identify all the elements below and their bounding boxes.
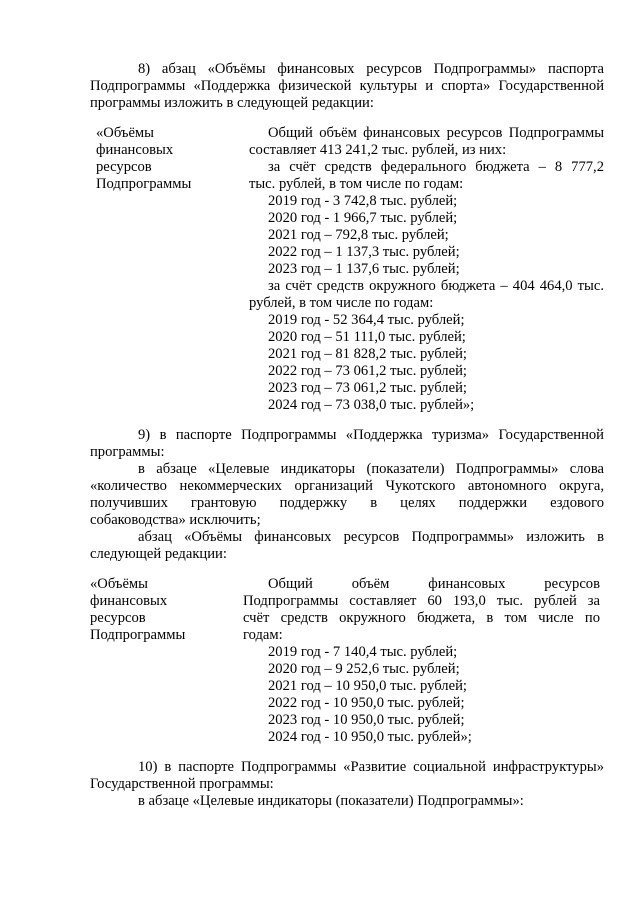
text-line: 10) в паспорте Подпрограммы «Развитие социальной инфраструктуры» <box>138 759 604 775</box>
text-line: ресурсов <box>90 610 146 626</box>
text-line: «Объёмы <box>90 576 148 592</box>
text-line: Подпрограммы <box>96 176 192 192</box>
text-line: абзац «Объёмы финансовых ресурсов Подпрограммы» изложить в <box>138 529 604 545</box>
text-line: в абзаце «Целевые индикаторы (показатели) Подпрограммы»: <box>138 793 524 809</box>
text-line: программы изложить в следующей редакции: <box>90 95 374 111</box>
text-line: получивших грантовую поддержку в целях поддержки ездового <box>90 495 604 511</box>
text-line: 2024 год - 10 950,0 тыс. рублей»; <box>268 729 472 745</box>
text-line: составляет 413 241,2 тыс. рублей, из них: <box>249 142 507 158</box>
text-line: собаководства» исключить; <box>90 512 261 528</box>
text-line: рублей, в том числе по годам: <box>249 295 434 311</box>
text-line: 2019 год - 7 140,4 тыс. рублей; <box>268 644 458 660</box>
text-line: тыс. рублей, в том числе по годам: <box>249 176 464 192</box>
text-line: 8) абзац «Объёмы финансовых ресурсов Подпрограммы» паспорта <box>138 61 604 77</box>
text-line: 2021 год – 10 950,0 тыс. рублей; <box>268 678 467 694</box>
text-line: Общий объём финансовых ресурсов Подпрограммы <box>268 125 604 141</box>
text-line: «количество некоммерческих организаций Чукотского автономного округа, <box>90 478 604 494</box>
text-line: Государственной программы: <box>90 776 274 792</box>
text-line: Общий объём финансовых ресурсов <box>268 576 600 592</box>
text-line: 2019 год - 52 364,4 тыс. рублей; <box>268 312 465 328</box>
text-line: Подпрограммы составляет 60 193,0 тыс. рублей за <box>243 593 600 609</box>
text-line: следующей редакции: <box>90 546 227 562</box>
text-line: 2020 год - 1 966,7 тыс. рублей; <box>268 210 458 226</box>
text-line: программы: <box>90 444 165 460</box>
text-line: 2023 год - 10 950,0 тыс. рублей; <box>268 712 465 728</box>
text-line: 9) в паспорте Подпрограммы «Поддержка туризма» Государственной <box>138 427 604 443</box>
text-line: 2019 год - 3 742,8 тыс. рублей; <box>268 193 458 209</box>
text-line: в абзаце «Целевые индикаторы (показатели) Подпрограммы» слова <box>138 461 604 477</box>
text-line: финансовых <box>96 142 174 158</box>
text-line: ресурсов <box>96 159 152 175</box>
text-line: 2023 год – 1 137,6 тыс. рублей; <box>268 261 460 277</box>
text-line: Подпрограммы «Поддержка физической культуры и спорта» Государственной <box>90 78 604 94</box>
text-line: 2024 год – 73 038,0 тыс. рублей»; <box>268 397 475 413</box>
text-line: 2022 год – 73 061,2 тыс. рублей; <box>268 363 467 379</box>
text-line: «Объёмы <box>96 125 154 141</box>
text-line: 2020 год – 51 111,0 тыс. рублей; <box>268 329 466 345</box>
text-line: за счёт средств окружного бюджета – 404 464,0 тыс. <box>268 278 604 294</box>
text-line: 2022 год - 10 950,0 тыс. рублей; <box>268 695 465 711</box>
text-line: 2022 год – 1 137,3 тыс. рублей; <box>268 244 460 260</box>
text-line: за счёт средств федерального бюджета – 8 777,2 <box>268 159 604 175</box>
text-line: годам: <box>243 627 283 643</box>
text-line: 2021 год – 792,8 тыс. рублей; <box>268 227 449 243</box>
text-line: Подпрограммы <box>90 627 186 643</box>
text-line: 2020 год – 9 252,6 тыс. рублей; <box>268 661 460 677</box>
text-line: финансовых <box>90 593 168 609</box>
text-line: 2021 год – 81 828,2 тыс. рублей; <box>268 346 467 362</box>
text-line: 2023 год – 73 061,2 тыс. рублей; <box>268 380 467 396</box>
text-line: счёт средств окружного бюджета, в том числе по <box>243 610 600 626</box>
